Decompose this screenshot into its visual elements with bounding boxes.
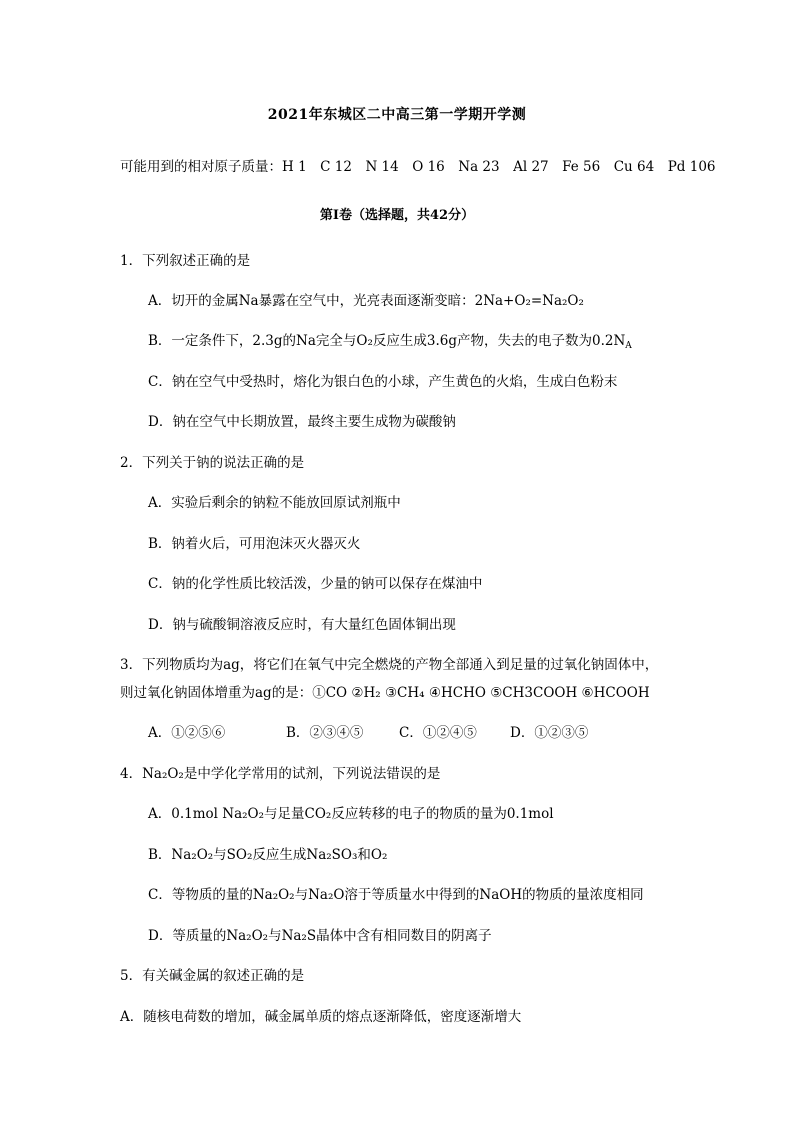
q1-option-b-text: B．一定条件下，2.3g的Na完全与O₂反应生成3.6g产物，失去的电子数为0.2N xyxy=(148,333,626,349)
q3-stem-line1: 3．下列物质均为ag，将它们在氧气中完全燃烧的产物全部通入到足量的过氧化钠固体中， xyxy=(120,657,659,673)
q3-stem-line2: 则过氧化钠固体增重为ag的是：①CO ②H₂ ③CH₄ ④HCHO ⑤CH3COOH ⑥HCOOH xyxy=(120,685,650,701)
atomic-masses: 可能用到的相对原子质量：H 1 C 12 N 14 O 16 Na 23 Al 27 Fe 56 Cu 64 Pd 106 xyxy=(120,159,716,175)
q1-option-d: D．钠在空气中长期放置，最终主要生成物为碳酸钠 xyxy=(148,414,456,430)
q4-option-c: C．等物质的量的Na₂O₂与Na₂O溶于等质量水中得到的NaOH的物质的量浓度相同 xyxy=(148,887,644,903)
q2-stem: 2．下列关于钠的说法正确的是 xyxy=(120,455,305,471)
q3-option-c: C．①②④⑤ xyxy=(399,725,477,741)
q5-stem: 5．有关碱金属的叙述正确的是 xyxy=(120,968,305,984)
q4-stem: 4．Na₂O₂是中学化学常用的试剂，下列说法错误的是 xyxy=(120,766,441,782)
q2-option-b: B．钠着火后，可用泡沫灭火器灭火 xyxy=(148,536,361,552)
q1-stem: 1．下列叙述正确的是 xyxy=(120,253,251,269)
q1-option-a: A．切开的金属Na暴露在空气中，光亮表面逐渐变暗：2Na+O₂=Na₂O₂ xyxy=(148,293,584,309)
q1-option-b-subscript: A xyxy=(625,341,632,351)
q3-option-b: B．②③④⑤ xyxy=(286,725,364,741)
q3-option-d: D．①②③⑤ xyxy=(510,725,589,741)
section-heading: 第Ⅰ卷（选择题，共42分） xyxy=(319,208,475,223)
q2-option-c: C．钠的化学性质比较活泼，少量的钠可以保存在煤油中 xyxy=(148,576,483,592)
q4-option-b: B．Na₂O₂与SO₂反应生成Na₂SO₃和O₂ xyxy=(148,847,388,863)
q2-option-a: A．实验后剩余的钠粒不能放回原试剂瓶中 xyxy=(148,495,401,511)
exam-title: 2021年东城区二中高三第一学期开学测 xyxy=(267,107,527,123)
q1-option-c: C．钠在空气中受热时，熔化为银白色的小球，产生黄色的火焰，生成白色粉末 xyxy=(148,374,618,390)
q4-option-d: D．等质量的Na₂O₂与Na₂S晶体中含有相同数目的阴离子 xyxy=(148,928,492,944)
q2-option-d: D．钠与硫酸铜溶液反应时，有大量红色固体铜出现 xyxy=(148,617,456,633)
q1-option-b xyxy=(148,332,632,350)
q4-option-a: A．0.1mol Na₂O₂与足量CO₂反应转移的电子的物质的量为0.1mol xyxy=(148,806,554,822)
q3-options xyxy=(148,724,588,742)
q5-option-a: A．随核电荷数的增加，碱金属单质的熔点逐渐降低，密度逐渐增大 xyxy=(120,1009,522,1025)
q3-option-a: A．①②⑤⑥ xyxy=(148,725,226,741)
